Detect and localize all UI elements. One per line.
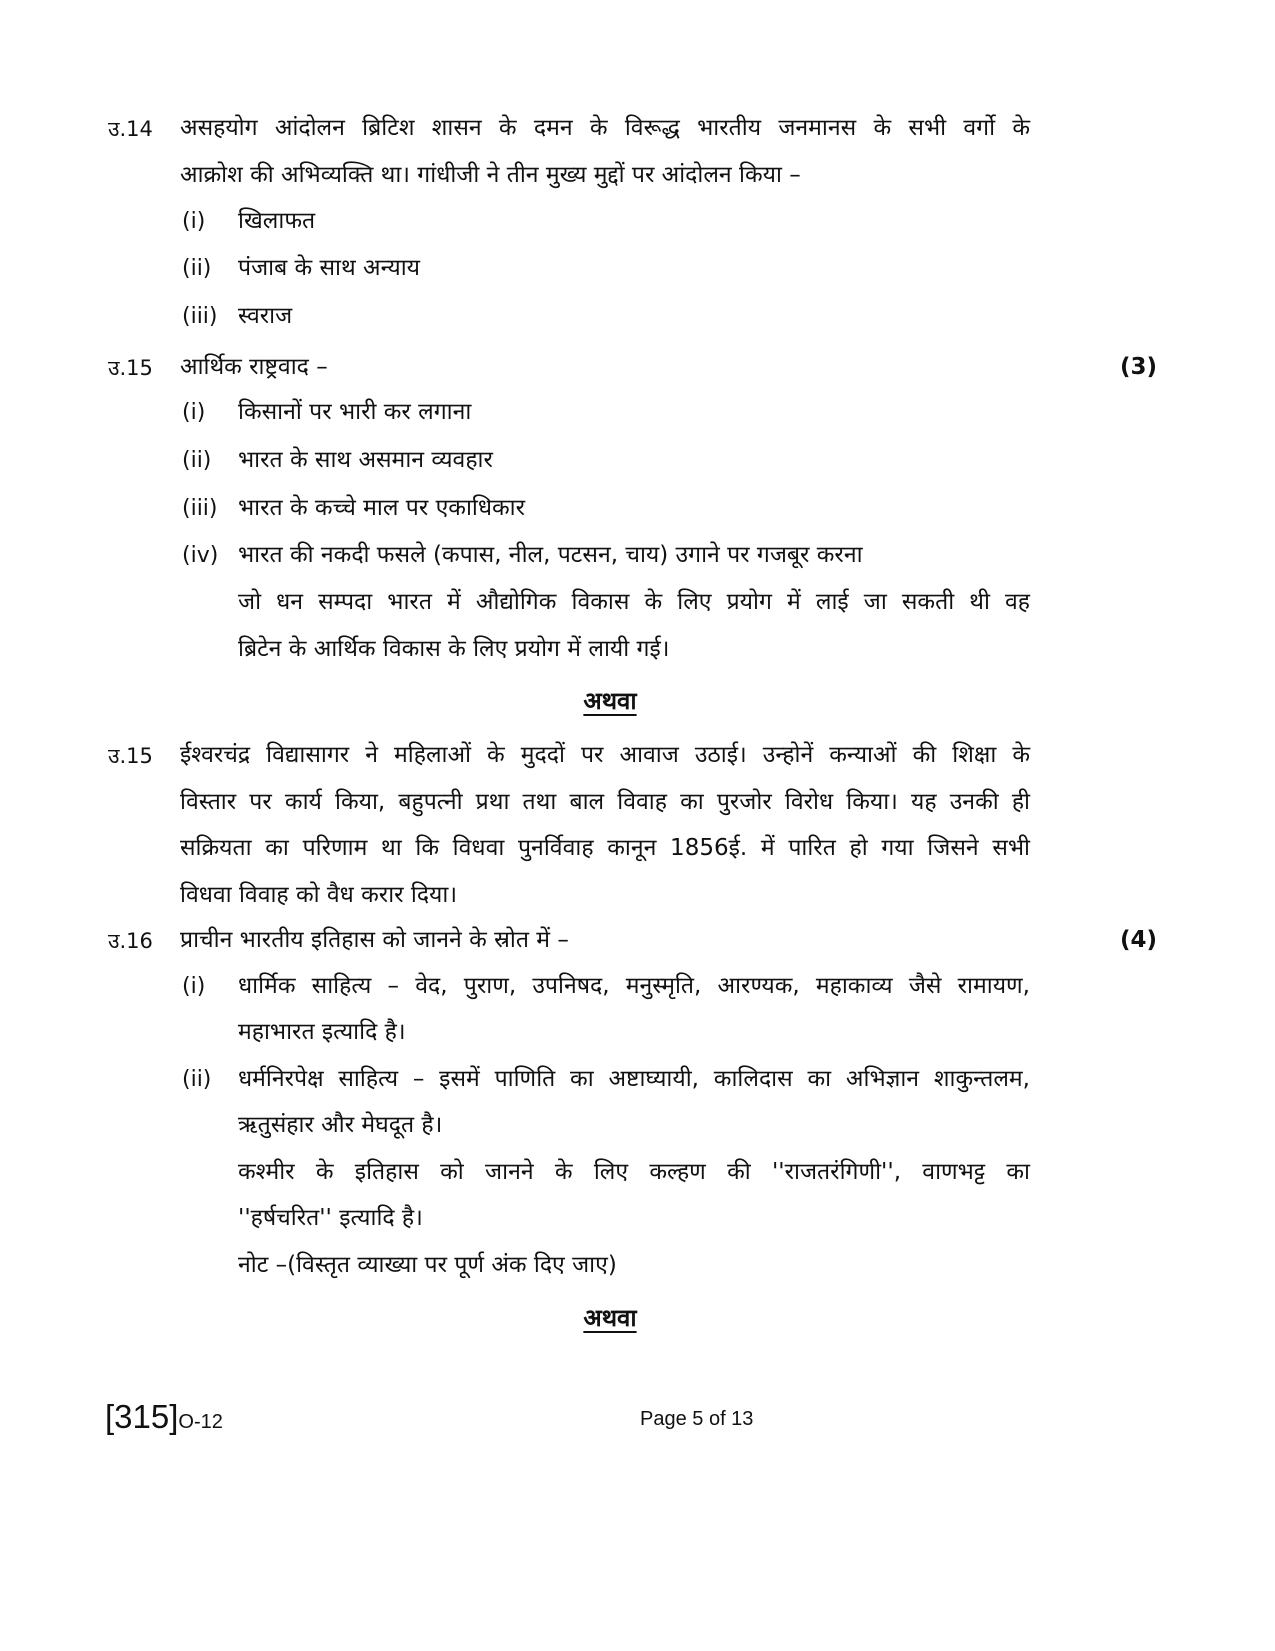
q15b-number: उ.15 xyxy=(108,744,153,768)
q15a-item-3-num: (iii) xyxy=(182,496,218,521)
q14-item-2-num: (ii) xyxy=(182,256,212,281)
q15a-para-line-2: ब्रिटेन के आर्थिक विकास के लिए प्रयोग में लायी गई। xyxy=(238,636,670,662)
q14-line-1: असहयोग आंदोलन ब्रिटिश शासन के दमन के विरूद्ध भारतीय जनमानस के सभी वर्गो के xyxy=(180,115,1030,141)
page-number: Page 5 of 13 xyxy=(640,1408,754,1430)
q15a-title: आर्थिक राष्ट्रवाद – xyxy=(180,354,328,380)
q15a-item-3-text: भारत के कच्चे माल पर एकाधिकार xyxy=(238,495,526,521)
q14-item-2-text: पंजाब के साथ अन्याय xyxy=(238,255,421,281)
q16-marks: (4) xyxy=(1120,927,1158,953)
q16-item-1-line-1: धार्मिक साहित्य – वेद, पुराण, उपनिषद, मनुस्मृति, आरण्यक, महाकाव्य जैसे रामायण, xyxy=(238,973,1030,999)
or-heading-1: अथवा xyxy=(583,687,637,715)
paper-code-main: [315] xyxy=(105,1398,179,1435)
q16-item-1-line-2: महाभारत इत्यादि है। xyxy=(238,1019,406,1045)
q16-item-2-line-2: ऋतुसंहार और मेघदूत है। xyxy=(238,1112,443,1138)
q14-item-3-num: (iii) xyxy=(182,304,218,329)
paper-code xyxy=(105,1398,223,1436)
q15b-line-2: विस्तार पर कार्य किया, बहुपत्नी प्रथा तथा बाल विवाह का पुरजोर विरोध किया। यह उनकी ही xyxy=(180,789,1030,815)
q15a-item-2-num: (ii) xyxy=(182,448,212,473)
q14-item-1-text: खिलाफत xyxy=(238,208,316,234)
q15b-line-3: सक्रियता का परिणाम था कि विधवा पुनर्विवाह कानून 1856ई. में पारित हो गया जिसने सभी xyxy=(180,835,1030,861)
q16-item-1-num: (i) xyxy=(182,974,206,999)
q14-item-3-text: स्वराज xyxy=(238,303,293,329)
q14-item-1-num: (i) xyxy=(182,209,206,234)
q15b-line-4: विधवा विवाह को वैध करार दिया। xyxy=(180,882,458,908)
q15a-item-1-text: किसानों पर भारी कर लगाना xyxy=(238,399,472,425)
q15a-item-1-num: (i) xyxy=(182,400,206,425)
paper-code-suffix: O-12 xyxy=(178,1411,223,1433)
q14-number: उ.14 xyxy=(108,117,153,141)
q16-note: नोट –(विस्तृत व्याख्या पर पूर्ण अंक दिए जाए) xyxy=(238,1252,617,1278)
q14-line-2: आक्रोश की अभिव्यक्ति था। गांधीजी ने तीन मुख्य मुद्दों पर आंदोलन किया – xyxy=(180,162,801,188)
q16-item-2-num: (ii) xyxy=(182,1067,212,1092)
q16-item-2-line-1: धर्मनिरपेक्ष साहित्य – इसमें पाणिति का अष्टाघ्यायी, कालिदास का अभिज्ञान शाकुन्तलम, xyxy=(238,1066,1030,1092)
q16-kashmir-line-1: कश्मीर के इतिहास को जानने के लिए कल्हण की ''राजतरंगिणी'', वाणभट्ट का xyxy=(238,1159,1030,1185)
q16-number: उ.16 xyxy=(108,929,153,953)
q15a-item-2-text: भारत के साथ असमान व्यवहार xyxy=(238,447,493,473)
q15a-marks: (3) xyxy=(1120,354,1158,380)
or-heading-2: अथवा xyxy=(583,1304,637,1332)
q15a-number: उ.15 xyxy=(108,356,153,380)
q16-title: प्राचीन भारतीय इतिहास को जानने के स्रोत में – xyxy=(180,927,569,953)
q15a-item-4-num: (iv) xyxy=(182,543,219,568)
q16-kashmir-line-2: ''हर्षचरित'' इत्यादि है। xyxy=(238,1205,423,1231)
q15a-para-line-1: जो धन सम्पदा भारत में औद्योगिक विकास के लिए प्रयोग में लाई जा सकती थी वह xyxy=(238,589,1030,615)
q15b-line-1: ईश्वरचंद्र विद्यासागर ने महिलाओं के मुददों पर आवाज उठाई। उन्होनें कन्याओं की शिक्षा के xyxy=(180,742,1030,768)
q15a-item-4-text: भारत की नकदी फसले (कपास, नील, पटसन, चाय) उगाने पर गजबूर करना xyxy=(238,542,863,568)
